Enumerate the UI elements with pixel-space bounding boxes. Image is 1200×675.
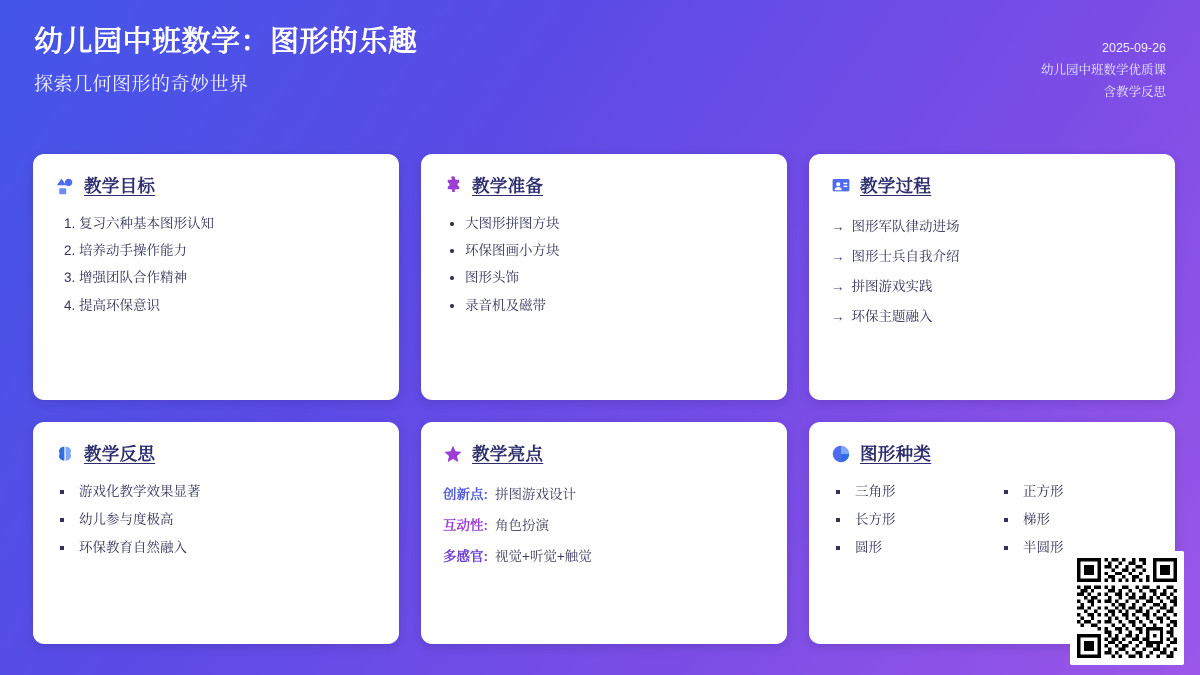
list-item: ▪ 环保教育自然融入 xyxy=(75,539,377,557)
list-item: • 环保图画小方块 xyxy=(465,242,765,260)
card-shapes-header xyxy=(831,441,1153,466)
process-list xyxy=(831,215,1153,325)
card-highlights-header xyxy=(443,441,765,466)
card-objectives-header xyxy=(55,173,377,198)
list-item: ▪ 半圆形 xyxy=(1019,539,1153,557)
meta-course: 幼儿园中班数学优质课 xyxy=(1040,62,1166,77)
qr-code-image xyxy=(1077,558,1177,658)
list-item xyxy=(443,545,765,565)
arrow-icon: → xyxy=(831,309,845,324)
list-item-label: 图形士兵自我介绍 xyxy=(851,249,960,264)
card-reflection-header xyxy=(55,441,377,466)
list-item: 1. 复习六种基本图形认知 xyxy=(79,215,377,233)
list-item xyxy=(831,275,1153,295)
highlight-value: 拼图游戏设计 xyxy=(495,487,576,502)
pie-chart-icon xyxy=(831,444,851,464)
list-item-label: 环保主题融入 xyxy=(851,309,933,324)
card-grid xyxy=(33,154,1175,644)
list-item: ▪ 圆形 xyxy=(851,539,985,557)
slide-header xyxy=(0,0,1200,140)
highlight-key: 多感官: xyxy=(443,549,488,564)
list-item: ▪ 游戏化教学效果显著 xyxy=(75,483,377,501)
arrow-icon: → xyxy=(831,279,845,294)
meta-date: 2025-09-26 xyxy=(1102,41,1166,55)
list-item xyxy=(443,483,765,503)
list-item xyxy=(831,215,1153,235)
card-shapes-title: 图形种类 xyxy=(860,444,932,464)
shapes-list-left xyxy=(831,483,985,568)
highlight-value: 角色扮演 xyxy=(495,518,549,533)
highlight-value: 视觉+听觉+触觉 xyxy=(495,549,592,564)
card-reflection xyxy=(33,422,399,644)
arrow-icon: → xyxy=(831,249,845,264)
list-item: • 大图形拼图方块 xyxy=(465,215,765,233)
list-item-label: 图形军队律动进场 xyxy=(851,219,960,234)
list-item xyxy=(831,305,1153,325)
list-item-label: 拼图游戏实践 xyxy=(851,279,933,294)
qr-code xyxy=(1070,551,1184,665)
list-item xyxy=(443,514,765,534)
card-objectives-title: 教学目标 xyxy=(84,176,156,196)
card-materials-header xyxy=(443,173,765,198)
card-highlights xyxy=(421,422,787,644)
meta-note: 含教学反思 xyxy=(1103,84,1166,99)
arrow-icon: → xyxy=(831,219,845,234)
page-subtitle: 探索几何图形的奇妙世界 xyxy=(34,74,249,96)
list-item: 2. 培养动手操作能力 xyxy=(79,242,377,260)
list-item: ▪ 正方形 xyxy=(1019,483,1153,501)
card-process-header xyxy=(831,173,1153,198)
puzzle-piece-icon xyxy=(443,176,463,196)
shapes-icon xyxy=(55,176,75,196)
star-icon xyxy=(443,444,463,464)
card-process-title: 教学过程 xyxy=(860,176,932,196)
materials-list xyxy=(443,215,765,315)
highlight-key: 创新点: xyxy=(443,487,488,502)
card-materials xyxy=(421,154,787,400)
list-item: • 录音机及磁带 xyxy=(465,297,765,315)
list-item: ▪ 三角形 xyxy=(851,483,985,501)
card-objectives xyxy=(33,154,399,400)
list-item: • 图形头饰 xyxy=(465,269,765,287)
highlight-key: 互动性: xyxy=(443,518,488,533)
card-reflection-title: 教学反思 xyxy=(84,444,156,464)
header-meta xyxy=(1041,26,1166,104)
list-item: 4. 提高环保意识 xyxy=(79,297,377,315)
list-item: ▪ 幼儿参与度极高 xyxy=(75,511,377,529)
objectives-list xyxy=(55,215,377,315)
card-highlights-title: 教学亮点 xyxy=(472,444,544,464)
card-materials-title: 教学准备 xyxy=(472,176,544,196)
list-item: ▪ 长方形 xyxy=(851,511,985,529)
list-item: 3. 增强团队合作精神 xyxy=(79,269,377,287)
list-item: ▪ 梯形 xyxy=(1019,511,1153,529)
title-block xyxy=(34,26,418,96)
list-item xyxy=(831,245,1153,265)
highlights-list xyxy=(443,483,765,565)
page-title: 幼儿园中班数学：图形的乐趣 xyxy=(34,26,418,58)
card-process xyxy=(809,154,1175,400)
reflection-list xyxy=(55,483,377,558)
presentation-person-icon xyxy=(831,176,851,196)
brain-icon xyxy=(55,444,75,464)
